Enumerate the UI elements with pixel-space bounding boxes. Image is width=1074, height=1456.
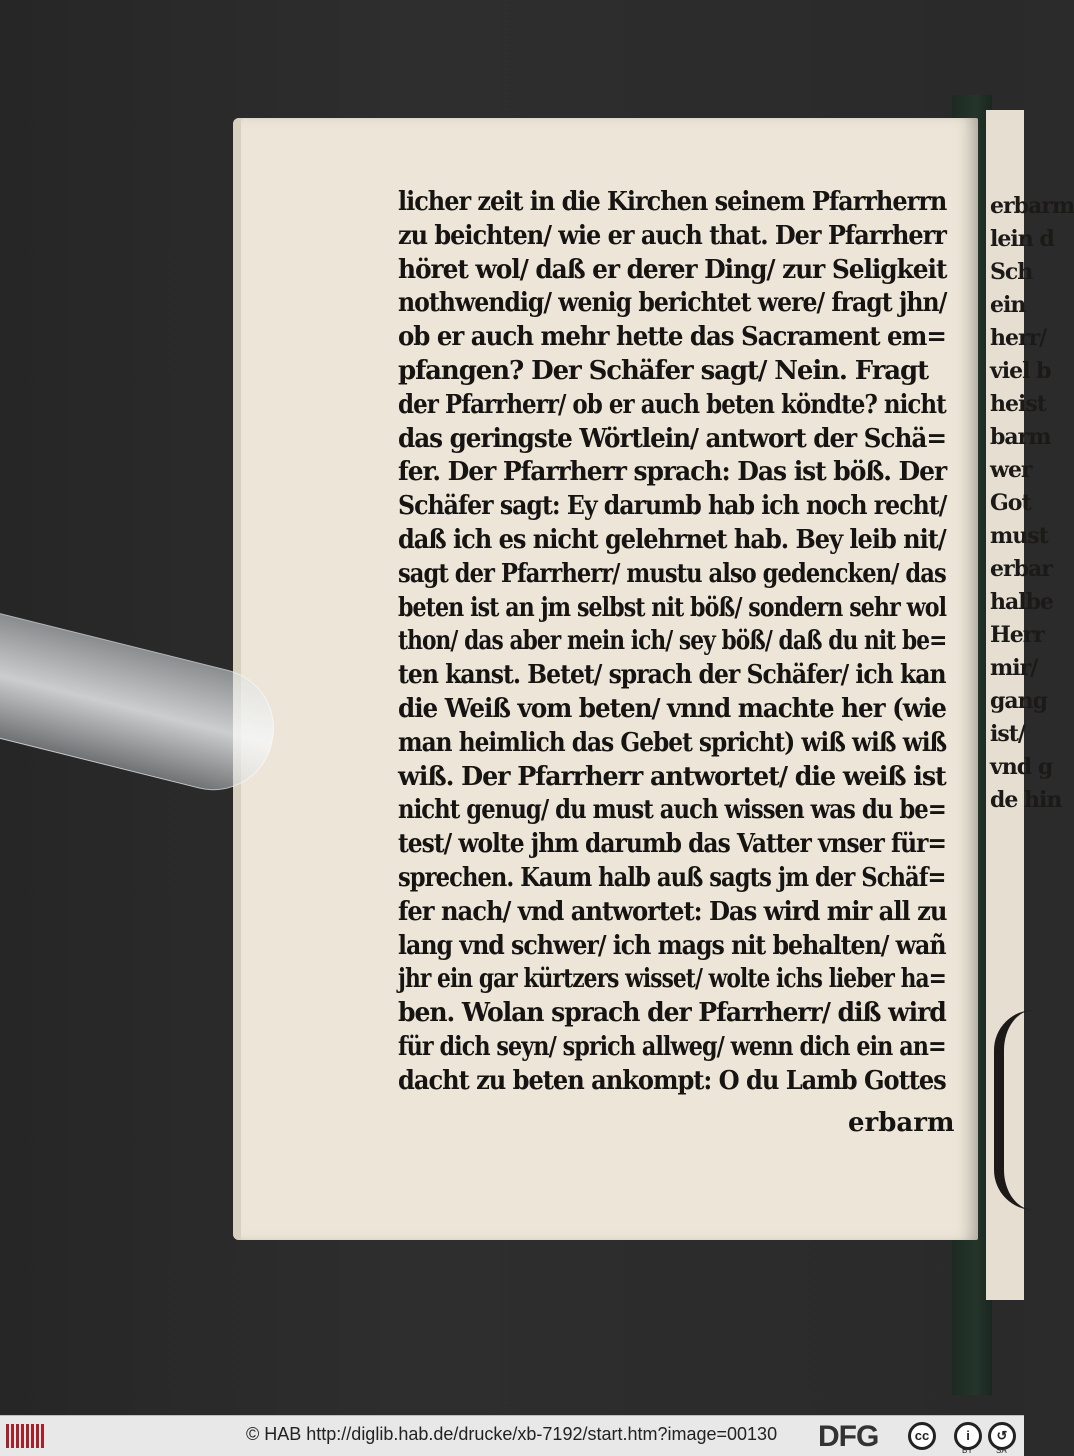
text-line: test/ wolte jhm darumb das Vatter vnser für= [398, 829, 946, 860]
text-line: zu beichten/ wie er auch that. Der Pfarrherr [398, 220, 946, 251]
text-line: pfangen? Der Schäfer sagt/ Nein. Fragt [398, 355, 929, 386]
text-line: die Weiß vom beten/ vnnd machte her (wie [398, 693, 946, 724]
text-line: für dich seyn/ sprich allweg/ wenn dich ein an= [398, 1031, 946, 1062]
copyright-link[interactable]: © HAB http://diglib.hab.de/drucke/xb-7192/start.htm?image=00130 [246, 1424, 778, 1444]
text-line: wiß. Der Pfarrherr antwortet/ die weiß ist [398, 761, 946, 792]
next-page-line: herr/ [990, 325, 1047, 351]
cc-by-icon[interactable]: i [954, 1422, 982, 1450]
next-page-line: erbarm [990, 193, 1074, 219]
text-line: sprechen. Kaum halb auß sagts jm der Schäf= [398, 862, 946, 893]
text-line: das geringste Wörtlein/ antwort der Schä= [398, 423, 946, 454]
page-text-block [398, 186, 946, 1099]
text-line: der Pfarrherr/ ob er auch beten köndte? nicht [398, 389, 946, 420]
next-page-line: must [990, 523, 1048, 549]
cc-sa-icon[interactable]: ↺ [988, 1422, 1016, 1450]
text-line: man heimlich das Gebet spricht) wiß wiß wiß [398, 727, 947, 758]
text-line: lang vnd schwer/ ich mags nit behalten/ wañ [398, 930, 946, 961]
text-line: sagt der Pfarrherr/ mustu also gedencken/ das [398, 558, 946, 589]
text-line: nothwendig/ wenig berichtet were/ fragt jhn/ [398, 288, 947, 319]
next-page-edge [986, 110, 1074, 1300]
text-line: ob er auch mehr hette das Sacrament em= [398, 322, 946, 353]
catchword: erbarm [848, 1108, 955, 1138]
next-page-text [990, 190, 1074, 817]
next-page-line: ein [990, 292, 1026, 318]
text-line: höret wol/ daß er derer Ding/ zur Seligkeit [398, 254, 947, 285]
text-line: ten kanst. Betet/ sprach der Schäfer/ ich kan [398, 660, 946, 691]
next-page-line: Got [990, 490, 1031, 516]
text-line: licher zeit in die Kirchen seinem Pfarrherrn [398, 187, 947, 217]
cc-license-icon[interactable]: cc [908, 1422, 936, 1450]
text-line: ben. Wolan sprach der Pfarrherr/ diß wird [398, 998, 946, 1029]
next-page-line: erbar [990, 556, 1052, 582]
text-line: dacht zu beten ankompt: O du Lamb Gottes [398, 1065, 946, 1096]
next-page-line: Sch [990, 259, 1033, 285]
text-line: beten ist an jm selbst nit böß/ sondern sehr wol [398, 592, 947, 623]
next-page-line: ist/ [990, 721, 1025, 747]
text-line: Schäfer sagt: Ey darumb hab ich noch recht/ [398, 491, 947, 522]
next-page-line: mir/ [990, 655, 1038, 681]
next-page-initial-ornament [994, 1010, 1054, 1210]
next-page-line: barm [990, 424, 1051, 450]
text-line: fer nach/ vnd antwortet: Das wird mir all zu [398, 896, 947, 927]
next-page-line: heist [990, 391, 1046, 417]
next-page-line: de hin [990, 787, 1062, 813]
next-page-line: Herr [990, 622, 1044, 648]
dfg-logo: DFG [818, 1420, 879, 1453]
text-line: daß ich es nicht gelehrnet hab. Bey leib nit/ [398, 524, 946, 555]
text-line: nicht genug/ du must auch wissen was du be= [398, 795, 946, 826]
text-line: fer. Der Pfarrherr sprach: Das ist böß. Der [398, 457, 947, 488]
cc-by-label: BY [962, 1446, 973, 1455]
text-line: thon/ das aber mein ich/ sey böß/ daß du nit be= [398, 626, 947, 657]
next-page-line: vnd g [990, 754, 1053, 780]
text-line: jhr ein gar kürtzers wisset/ wolte ichs lieber ha= [398, 964, 946, 995]
cc-sa-label: SA [996, 1446, 1007, 1455]
next-page-line: viel b [990, 358, 1051, 384]
next-page-line: gang [990, 688, 1048, 714]
next-page-line: lein d [990, 226, 1054, 252]
hab-logo-icon [6, 1424, 44, 1448]
next-page-line: halbe [990, 589, 1053, 615]
next-page-line: wer [990, 457, 1032, 483]
viewer-footer [0, 1415, 1024, 1456]
